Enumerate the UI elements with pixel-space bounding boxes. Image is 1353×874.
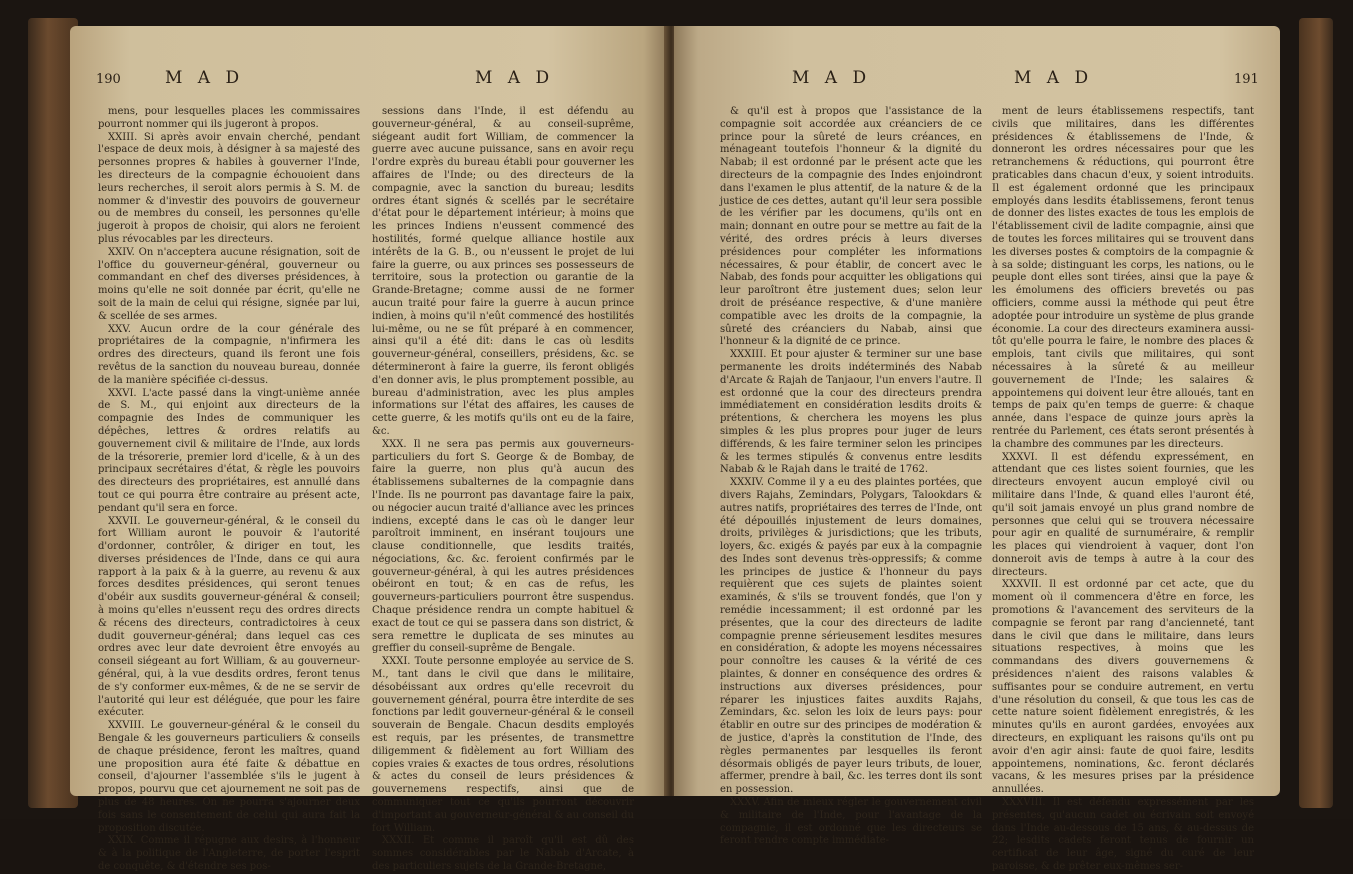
paragraph: XXXI. Toute personne employée au service de S. M., tant dans le civil que dans le militaire, désobéissant aux ordres qu'elle recevroit du gouvernement général, pourra être interdite de ses fonctions par ledit gouverneur-général & le conseil souverain de Bengale. Chacun desdits employés est requis, par les présentes, de transmettre diligemment & fidèlement au fort William des copies vraies & exactes de tous ordres, résolutions & actes du conseil de leurs présidences & gouvernemens respectifs, ainsi que de communiquer tout ce qu'ils pourront découvrir d'important au gouverneur-général & au conseil du fort William. xyxy=(372,656,634,834)
paragraph: XXV. Aucun ordre de la cour générale des propriétaires de la compagnie, n'infirmera les ordres des directeurs, quand ils feront une fois revêtus de la sanction du nouveau bureau, donnée de la manière spécifiée ci-dessus. xyxy=(98,323,360,386)
paragraph: XXXVII. Il est ordonné par cet acte, que du moment où il commencera d'être en force, les promotions & l'avancement des serviteurs de la compagnie se feront par rang d'ancienneté, tant dans le civil que dans le militaire, dans leurs situations respectives, à moins que les commandans des divers gouvernemens & présidences n'aient des raisons valables & suffisantes pour se conduire autrement, en vertu d'une résolution du conseil, & que tous les cas de cette nature soient fidèlement enregistrés, & les minutes qu'ils en auront gardées, envoyées aux directeurs, en expliquant les raisons qu'ils ont pu avoir d'en agir ainsi: faute de quoi faire, lesdits appointemens, nominations, &c. feront déclarés vacans, & les mesures prises par la présidence annullées. xyxy=(992,579,1254,796)
left-page-column-2 xyxy=(372,106,634,873)
paragraph: XXIII. Si après avoir envain cherché, pendant l'espace de deux mois, à désigner à sa majesté des personnes propres & habiles à gouverner l'Inde, les directeurs de la compagnie échouoient dans leurs recherches, il seroit alors permis à S. M. de nommer & d'investir des pouvoirs de gouverneur ou de membres du conseil, les personnes qu'elle jugeroit à propos de choisir, qui alors ne feroient plus révocables par les directeurs. xyxy=(98,131,360,245)
paragraph: sessions dans l'Inde, il est défendu au gouverneur-général, & au conseil-suprême, siégeant audit fort William, de commencer la guerre avec aucune puissance, sans en avoir reçu l'ordre exprès du bureau établi pour gouverner les affaires de l'Inde; ou des directeurs de la compagnie, avec la sanction du bureau; lesdits ordres étant signés & scellés par le secrétaire d'état pour le département intérieur; à moins que les princes Indiens n'eussent commencé des hostilités, formé quelque alliance hostile aux intérêts de la G. B., ou n'eussent le projet de lui faire la guerre, ou aux princes ses possesseurs de territoire, sous la protection ou garantie de la Grande-Bretagne; comme aussi de ne former aucun traité pour faire la guerre à aucun prince indien, à moins qu'il n'eût commencé des hostilités lui-même, ou ne se fût préparé à en commencer, ainsi qu'il a été dit: dans le cas où lesdits gouverneur-général, conseillers, présidens, &c. se détermineront à faire la guerre, ils feront obligés d'en donner avis, le plus promptement possible, au bureau d'administration, avec les plus amples informations sur l'état des affaires, les causes de cette guerre, & les motifs qu'ils ont eu de la faire, &c. xyxy=(372,106,634,437)
book-cover-right xyxy=(1299,18,1333,808)
paragraph: XXX. Il ne sera pas permis aux gouverneurs-particuliers du fort S. George & de Bombay, de faire la guerre, non plus qu'à aucun des établissemens subalternes de la compagnie dans l'Inde. Ils ne pourront pas davantage faire la paix, ou négocier aucun traité d'alliance avec les princes indiens, excepté dans le cas où le danger leur paroîtroit imminent, en insérant toujours une clause conditionnelle, que lesdits traités, négociations, &c. &c. feroient confirmés par le gouverneur-général, à qui les autres présidences obéiront en tout; & en cas de refus, les gouverneurs-particuliers pourront être suspendus. Chaque présidence rendra un compte habituel & exact de tout ce qui se passera dans son district, & sera remettre le duplicata de ses minutes au greffier du conseil-suprême de Bengale. xyxy=(372,438,634,655)
paragraph: mens, pour lesquelles places les commissaires pourront nommer qui ils jugeront à propos. xyxy=(98,106,360,130)
paragraph: XXXVI. Il est défendu expressément, en attendant que ces listes soient fournies, que les directeurs envoyent aucun employé civil ou militaire dans l'Inde, & quand elles l'auront été, qu'il soit jamais envoyé un plus grand nombre de personnes que celui qui se trouvera nécessaire pour agir en qualité de surnuméraire, & remplir les places qui viendroient à vaquer, dont l'on donneroit avis de temps à autre à la cour des directeurs. xyxy=(992,451,1254,578)
paragraph: XXVIII. Le gouverneur-général & le conseil du Bengale & les gouverneurs particuliers & conseils de chaque présidence, feront les maîtres, quand une proposition aura été faite & débattue en conseil, d'ajourner l'assemblée s'ils le jugent à propos, pourvu que cet ajournement ne soit pas de plus de 48 heures. On ne pourra s'ajourner deux fois sans le consentement de celui qui aura fait la proposition discutée. xyxy=(98,720,360,834)
right-page-column-2 xyxy=(992,106,1254,873)
paragraph: & qu'il est à propos que l'assistance de la compagnie soit accordée aux créanciers de ce prince pour la sûreté de leurs créances, en ménageant toutefois l'honneur & la dignité du Nabab; il est ordonné par le présent acte que les directeurs de la compagnie des Indes enjoindront dans l'examen le plus attentif, de la nature & de la justice de ces dettes, autant qu'il leur sera possible de les vérifier par les documens, qu'ils ont en main; donnant en outre pour se mettre au fait de la vérité, des ordres précis à leurs diverses présidences pour compléter les informations nécessaires, & pour établir, de concert avec le Nabab, des fonds pour acquitter les obligations qui leur paroîtront être justement dues; selon leur droit de préséance respective, & d'une manière compatible avec les droits de la compagnie, la sûreté des créanciers du Nabab, ainsi que l'honneur & la dignité de ce prince. xyxy=(720,106,982,348)
page-number-left: 190 xyxy=(96,72,121,87)
page-number-right: 191 xyxy=(1234,72,1259,87)
paragraph: XXXIII. Et pour ajuster & terminer sur une base permanente les droits indéterminés des Nabab d'Arcate & Rajah de Tanjaour, l'un envers l'autre. Il est ordonné que la cour des directeurs prendra immédiatement en considération lesdits droits & prétentions, & cherchera les moyens les plus simples & les plus propres pour juger de leurs différends, & les faire terminer selon les principes & les termes stipulés & convenus entre lesdits Nabab & le Rajah dans le traité de 1762. xyxy=(720,349,982,476)
paragraph: XXVII. Le gouverneur-général, & le conseil du fort William auront le pouvoir & l'autorité d'ordonner, contrôler, & diriger en tout, les diverses présidences de l'Inde, dans ce qui aura rapport à la paix & à la guerre, au revenu & aux forces desdites présidences, qui seront tenues d'obéir aux susdits gouverneur-général & conseil; à moins qu'elles n'eussent reçu des ordres directs & récens des directeurs, contradictoires à ceux dudit gouverneur-général; dans lequel cas ces ordres avec leur date devroient être envoyés au conseil siégeant au fort William, & au gouverneur-général, qui, à la vue desdits ordres, feront tenus de s'y conformer eux-mêmes, & de ne se servir de l'autorité qui leur est déléguée, que pour les faire exécuter. xyxy=(98,515,360,719)
right-page xyxy=(674,26,1280,873)
left-page-column-1 xyxy=(98,106,360,873)
paragraph: ment de leurs établissemens respectifs, tant civils que militaires, dans les différentes présidences & établissemens de l'Inde, & donneront les ordres nécessaires pour que les retranchemens & réductions, qui pourront être praticables dans chacun d'eux, y soient introduits. Il est également ordonné que les principaux employés dans lesdits établissemens, feront tenus de donner des listes exactes de tous les emplois de l'établissement civil de ladite compagnie, ainsi que de toutes les forces militaires qui se trouvent dans les diverses postes & comptoirs de la compagnie & à sa solde; distinguant les corps, les nations, ou le peuple dont elles sont tirées, ainsi que la paye & les émolumens des officiers brevetés ou pas officiers, comme aussi la méthode qui peut être adoptée pour introduire un système de plus grande économie. La cour des directeurs examinera aussi-tôt qu'elle pourra le faire, le nombre des places & emplois, tant civils que militaires, qui sont nécessaires à la sûreté & au meilleur gouvernement de l'Inde; les salaires & appointemens qui doivent leur être alloués, tant en temps de paix qu'en temps de guerre: & chaque année, dans l'espace de quinze jours après la rentrée du Parlement, ces états seront présentés à la chambre des communes par les directeurs. xyxy=(992,106,1254,450)
running-head-left-2: M A D xyxy=(475,68,555,88)
left-page xyxy=(70,26,668,873)
running-head-left-1: M A D xyxy=(165,68,245,88)
paragraph: XXXII. Et comme il paroît qu'il est dû des sommes considérables par le Nabab d'Arcate, à des particuliers sujets de la Grande-Bretagne, xyxy=(372,835,634,873)
running-head-right-2: M A D xyxy=(1014,68,1094,88)
paragraph: XXXIV. Comme il y a eu des plaintes portées, que divers Rajahs, Zemindars, Polygars, Talookdars & autres natifs, propriétaires des terres de l'Inde, ont été dépouillés injustement de leurs domaines, droits, privilèges & jurisdictions; que les tributs, loyers, &c. exigés & payés par eux à la compagnie des Indes sont devenus très-oppressifs; & comme les principes de justice & l'honneur du pays requièrent que ces sujets de plaintes soient examinés, & s'ils se trouvent fondés, que l'on y remédie incessamment; il est ordonné par les présentes, que la cour des directeurs de ladite compagnie prenne sérieusement lesdites mesures en considération, & adopte les moyens nécessaires pour connoître les causes & la vérité de ces plaintes, & donner en conséquence des ordres & instructions aux diverses présidences, pour réparer les injustices faites auxdits Rajahs, Zemindars, &c. selon les loix de leurs pays: pour établir en outre sur des principes de modération & de justice, d'après la constitution de l'Inde, des règles permanentes par lesquelles ils feront désormais obligés de payer leurs tributs, de louer, affermer, prendre à bail, &c. les terres dont ils sont en possession. xyxy=(720,477,982,796)
paragraph: XXVI. L'acte passé dans la vingt-unième année de S. M., qui enjoint aux directeurs de la compagnie des Indes de communiquer les dépêches, lettres & ordres relatifs au gouvernement civil & militaire de l'Inde, aux lords de la trésorerie, premier lord d'icelle, & à un des principaux secrétaires d'état, & règle les pouvoirs des directeurs des propriétaires, est annullé dans tout ce qui pourra être contraire au présent acte, pendant qu'il sera en force. xyxy=(98,387,360,514)
running-head-right-1: M A D xyxy=(792,68,872,88)
paragraph: XXIX. Comme il répugne aux desirs, à l'honneur & à la politique de l'Angleterre, de porter l'esprit de conquête, & d'étendre ses pos- xyxy=(98,835,360,873)
right-page-column-1 xyxy=(720,106,982,847)
paragraph: XXXVIII. Il est défendu expressément par les présentes, qu'aucun cadet ou écrivain soit envoyé dans l'Inde au-dessous de 15 ans, & au-dessus de 22; lesdits cadets feront tenus de fournir un certificat de leur âge, signé du curé de leur paroisse, & de prêter eux-mêmes ser- xyxy=(992,797,1254,873)
paragraph: XXXV. Afin de mieux régler le gouvernement civil & militaire de l'Inde, pour l'avantage de la compagnie, il est ordonné que les directeurs se feront rendre compte immédiate- xyxy=(720,797,982,847)
paragraph: XXIV. On n'acceptera aucune résignation, soit de l'office du gouverneur-général, gouverneur ou commandant en chef des diverses présidences, à moins qu'elle ne soit donnée par écrit, qu'elle ne soit de la main de celui qui résigne, signée par lui, & scellée de ses armes. xyxy=(98,246,360,322)
